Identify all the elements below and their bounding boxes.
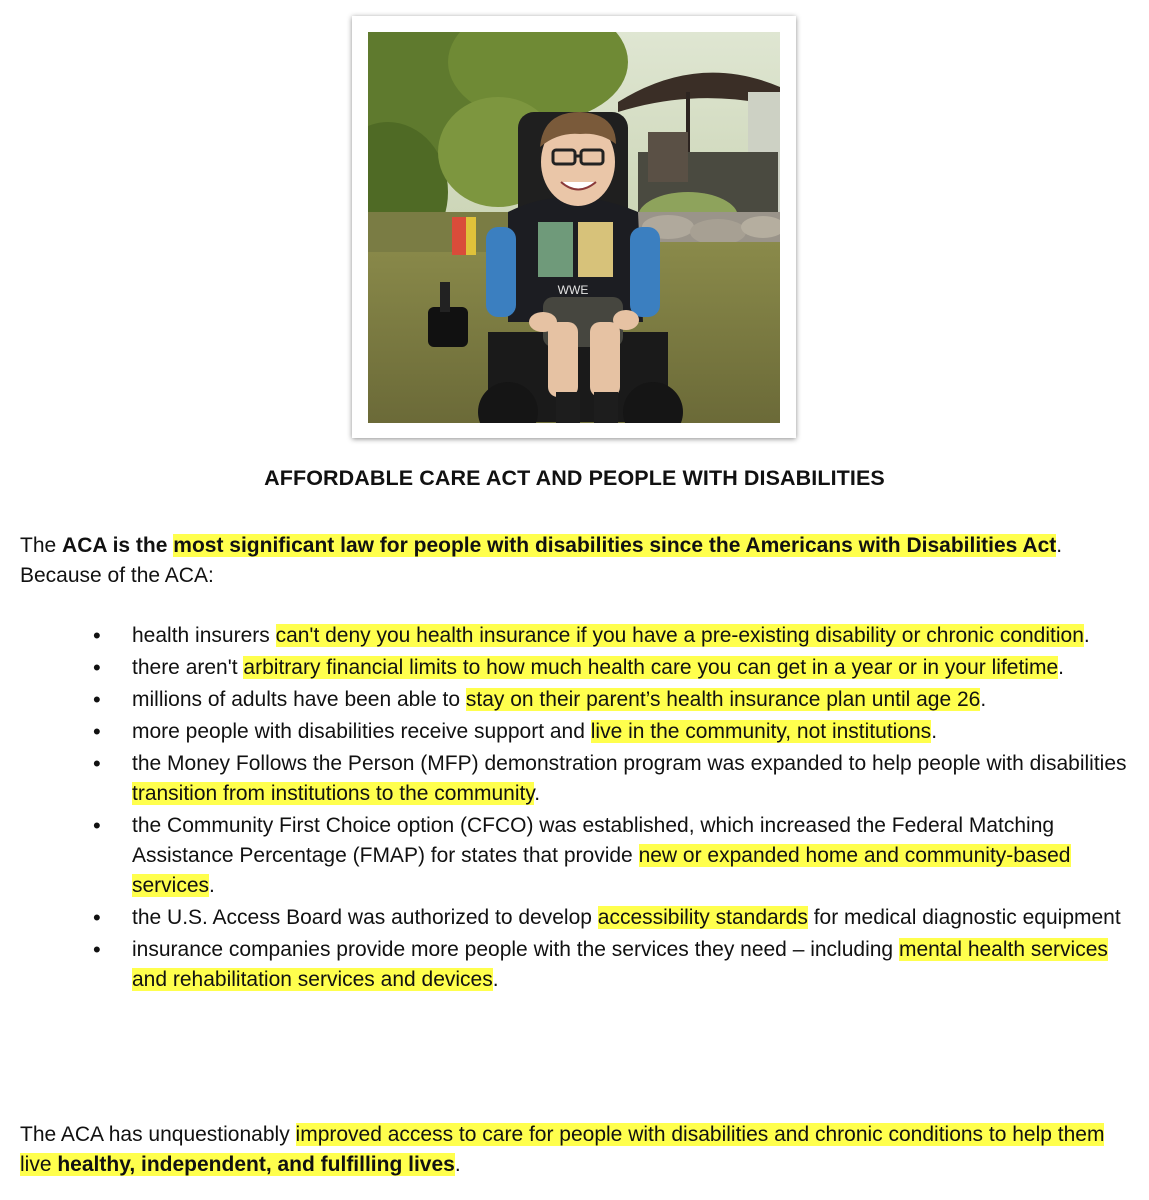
list-item-end: . — [980, 688, 987, 711]
list-item-highlight: mental health services and rehabilitation services and devices — [132, 938, 1108, 991]
list-item — [20, 935, 1135, 995]
list-item-text: the U.S. Access Board was authorized to develop — [132, 906, 598, 929]
list-item-end: . — [492, 968, 499, 991]
list-item-text: the Community First Choice option (CFCO) was established, which increased the Federal Matching Assistance Percentage (FMAP) for states that provide — [132, 814, 1055, 867]
intro-bold: ACA is the — [62, 534, 174, 557]
list-item — [20, 621, 1135, 651]
list-item — [20, 653, 1135, 683]
intro-highlight: most significant law for people with disabilities since the Americans with Disabilities Act — [173, 534, 1057, 557]
list-item — [20, 811, 1135, 901]
list-item-text: millions of adults have been able to — [132, 688, 466, 711]
list-item — [20, 685, 1135, 715]
benefits-list — [20, 621, 1135, 997]
outro-highlight-bold: healthy, independent, and fulfilling lives — [57, 1153, 455, 1176]
intro-paragraph — [20, 531, 1130, 591]
list-item-highlight: arbitrary financial limits to how much health care you can get in a year or in your lifetime — [243, 656, 1059, 679]
boy-in-wheelchair-photo — [368, 32, 780, 423]
closing-paragraph — [20, 1120, 1130, 1180]
list-item-end: . — [1058, 656, 1064, 679]
outro-period: . — [454, 1153, 461, 1176]
list-item — [20, 903, 1135, 933]
list-item-highlight: live in the community, not institutions — [590, 720, 932, 743]
photo — [368, 32, 780, 423]
list-item-highlight: stay on their parent’s health insurance plan until age 26 — [465, 688, 981, 711]
outro-text: The ACA has unquestionably — [20, 1123, 296, 1146]
list-item — [20, 749, 1135, 809]
list-item-end: . — [1083, 624, 1090, 647]
list-item-text: insurance companies provide more people with the services they need – including — [132, 938, 899, 961]
list-item-text: there aren't — [132, 656, 244, 679]
list-item-text: more people with disabilities receive support and — [132, 720, 591, 743]
list-item-end: for medical diagnostic equipment — [807, 906, 1121, 929]
list-item-text: health insurers — [132, 624, 276, 647]
list-item-end: . — [209, 874, 215, 897]
page-title: AFFORDABLE CARE ACT AND PEOPLE WITH DISABILITIES — [264, 466, 885, 490]
outro-highlight: improved access to care for people with disabilities and chronic conditions to help them live — [20, 1123, 1105, 1176]
shirt-text: WWE — [557, 283, 589, 297]
intro-text: The — [20, 534, 63, 557]
list-item — [20, 717, 1135, 747]
list-item-end: . — [931, 720, 938, 743]
intro-line-2: Because of the ACA: — [20, 564, 214, 587]
list-item-highlight: new or expanded home and community-based services — [132, 844, 1071, 897]
photo-frame — [352, 16, 796, 438]
list-item-end: . — [534, 782, 541, 805]
list-item-text: the Money Follows the Person (MFP) demonstration program was expanded to help people with disabilities — [132, 752, 1127, 775]
intro-period: . — [1056, 534, 1063, 557]
list-item-highlight: transition from institutions to the community — [132, 782, 535, 805]
list-item-highlight: can't deny you health insurance if you have a pre-existing disability or chronic condition — [275, 624, 1084, 647]
list-item-highlight: accessibility standards — [597, 906, 808, 929]
